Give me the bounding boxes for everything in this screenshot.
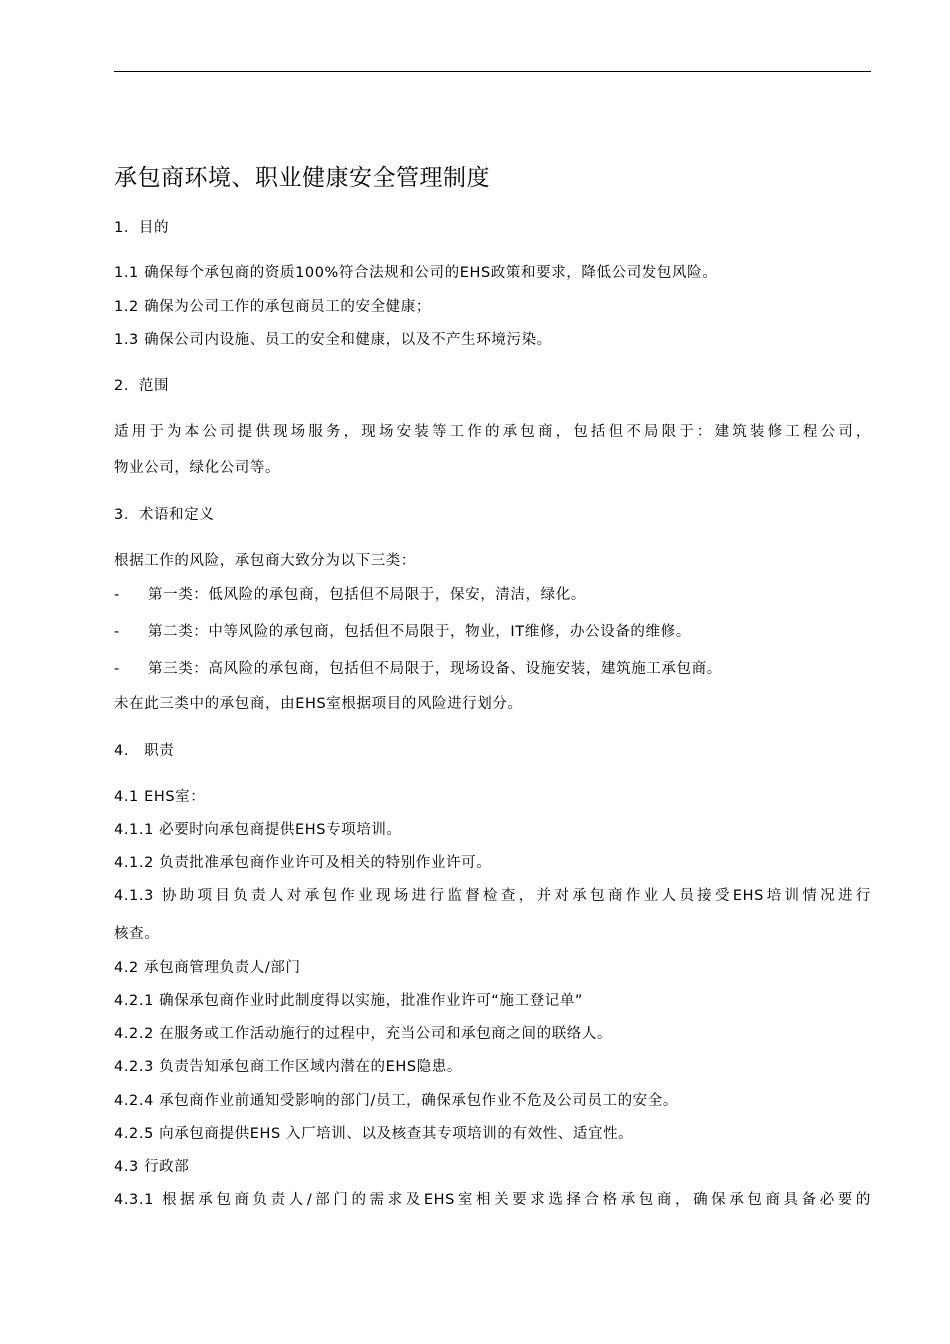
- clause-4-1-3-line-2: 核查。: [114, 926, 160, 942]
- bullet-dash: -: [114, 587, 120, 603]
- list-item: [114, 622, 691, 642]
- clause-4-2-2: 4.2.2 在服务或工作活动施行的过程中，充当公司和承包商之间的联络人。: [114, 1026, 613, 1042]
- clause-4-2-3: 4.2.3 负责告知承包商工作区域内潜在的EHS隐患。: [114, 1059, 462, 1075]
- clause-4-3: 4.3 行政部: [114, 1159, 190, 1175]
- clause-4-2-4: 4.2.4 承包商作业前通知受影响的部门/员工，确保承包作业不危及公司员工的安全。: [114, 1093, 678, 1109]
- list-item-text: 第三类：高风险的承包商，包括但不局限于，现场设备、设施安装，建筑施工承包商。: [148, 661, 722, 677]
- clause-4-1-3-line-1: 4.1.3 协助项目负责人对承包作业现场进行监督检查，并对承包商作业人员接受EHS培训情况进行: [114, 888, 871, 904]
- scope-paragraph-line-2: 物业公司，绿化公司等。: [114, 460, 281, 476]
- clause-4-3-1: 4.3.1 根据承包商负责人/部门的需求及EHS室相关要求选择合格承包商，确保承包商具备必要的: [114, 1192, 871, 1208]
- bullet-dash: -: [114, 661, 120, 677]
- section-1-heading: 1．目的: [114, 220, 170, 236]
- section-2-heading: 2．范围: [114, 378, 170, 394]
- scope-paragraph-line-1: 适用于为本公司提供现场服务，现场安装等工作的承包商，包括但不局限于：建筑装修工程公司，: [114, 424, 871, 440]
- clause-4-1: 4.1 EHS室：: [114, 789, 206, 805]
- list-item: [114, 659, 722, 679]
- clause-1-1: 1.1 确保每个承包商的资质100%符合法规和公司的EHS政策和要求，降低公司发包风险。: [114, 265, 718, 281]
- clause-4-2-1: 4.2.1 确保承包商作业时此制度得以实施，批准作业许可“施工登记单”: [114, 993, 584, 1009]
- clause-4-1-2: 4.1.2 负责批准承包商作业许可及相关的特别作业许可。: [114, 855, 492, 871]
- list-item-text: 第一类：低风险的承包商，包括但不局限于，保安，清洁，绿化。: [148, 587, 586, 603]
- clause-1-2: 1.2 确保为公司工作的承包商员工的安全健康；: [114, 299, 431, 315]
- list-item: [114, 585, 586, 605]
- clause-4-2-5: 4.2.5 向承包商提供EHS 入厂培训、以及核查其专项培训的有效性、适宜性。: [114, 1126, 634, 1142]
- terms-outro: 未在此三类中的承包商，由EHS室根据项目的风险进行划分。: [114, 696, 523, 712]
- bullet-dash: -: [114, 624, 120, 640]
- clause-4-2: 4.2 承包商管理负责人/部门: [114, 960, 301, 976]
- list-item-text: 第二类：中等风险的承包商，包括但不局限于，物业，IT维修，办公设备的维修。: [148, 624, 691, 640]
- document-title: 承包商环境、职业健康安全管理制度: [114, 165, 490, 191]
- clause-1-3: 1.3 确保公司内设施、员工的安全和健康，以及不产生环境污染。: [114, 332, 552, 348]
- section-3-heading: 3．术语和定义: [114, 507, 215, 523]
- terms-intro: 根据工作的风险，承包商大致分为以下三类：: [114, 553, 416, 569]
- header-rule: [114, 71, 871, 72]
- section-4-heading: 4． 职责: [114, 743, 175, 759]
- clause-4-1-1: 4.1.1 必要时向承包商提供EHS专项培训。: [114, 822, 402, 838]
